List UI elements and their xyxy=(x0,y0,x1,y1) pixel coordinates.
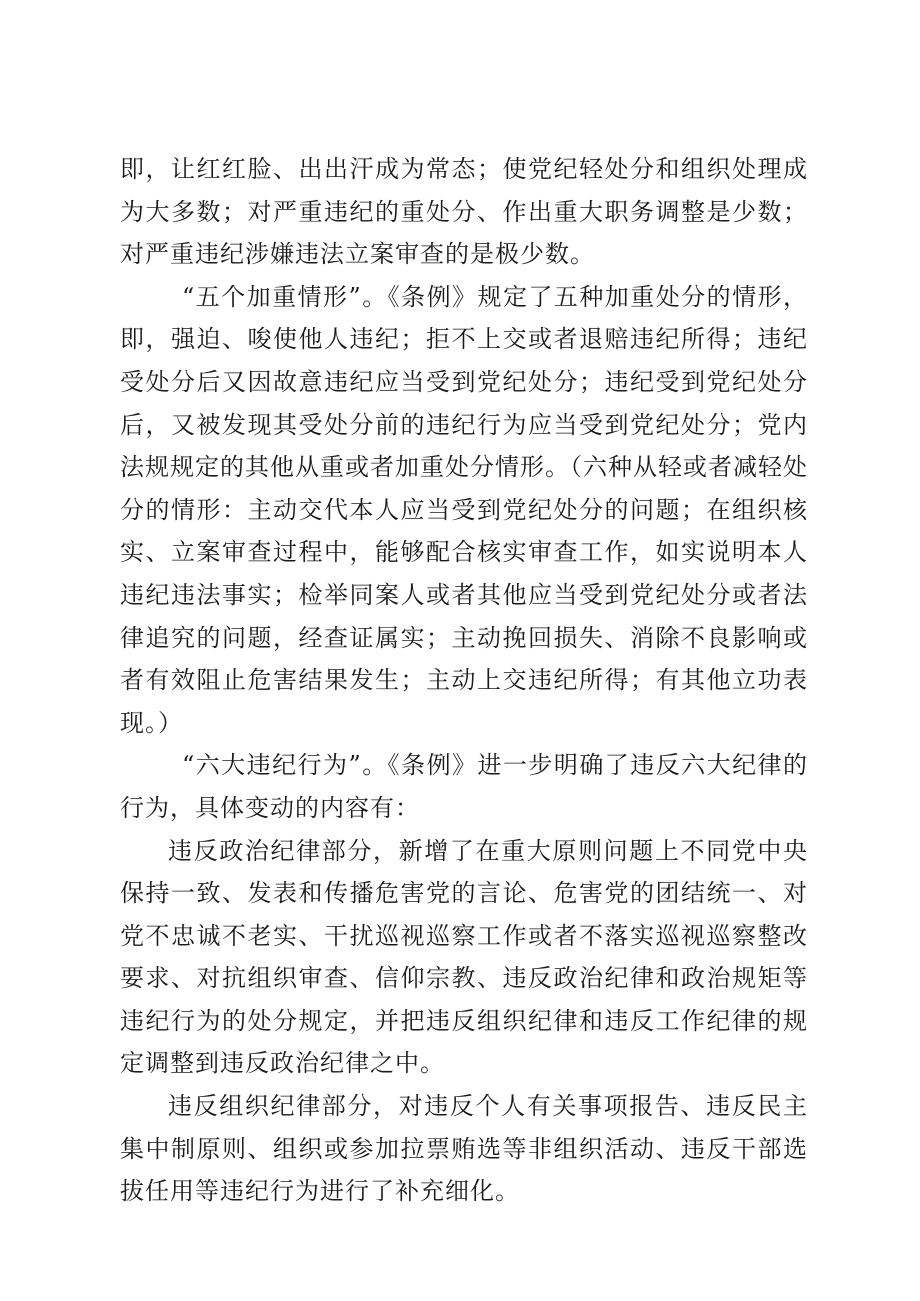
paragraph-organizational-discipline: 违反组织纪律部分，对违反个人有关事项报告、违反民主集中制原则、组织或参加拉票贿选等非组织活动、违反干部选拔任用等违纪行为进行了补充细化。 xyxy=(120,1092,808,1206)
paragraph-five-aggravating-circumstances: “五个加重情形”。《条例》规定了五种加重处分的情形，即，强迫、唆使他人违纪；拒不上交或者退赔违纪所得；违纪受处分后又因故意违纪应当受到党纪处分；违纪受到党纪处分后，又被发现其受处分前的违纪行为应当受到党纪处分；党内法规规定的其他从重或者加重处分情形。（六种从轻或者减轻处分的情形：主动交代本人应当受到党纪处分的问题；在组织核实、立案审查过程中，能够配合核实审查工作，如实说明本人违纪违法事实；检举同案人或者其他应当受到党纪处分或者法律追究的问题，经查证属实；主动挽回损失、消除不良影响或者有效阻止危害结果发生；主动上交违纪所得；有其他立功表现。） xyxy=(120,282,808,737)
document-body xyxy=(120,148,808,1213)
paragraph-continuation: 即，让红红脸、出出汗成为常态；使党纪轻处分和组织处理成为大多数；对严重违纪的重处分、作出重大职务调整是少数；对严重违纪涉嫌违法立案审查的是极少数。 xyxy=(120,155,808,269)
paragraph-political-discipline: 违反政治纪律部分，新增了在重大原则问题上不同党中央保持一致、发表和传播危害党的言论、危害党的团结统一、对党不忠诚不老实、干扰巡视巡察工作或者不落实巡视巡察整改要求、对抗组织审查、信仰宗教、违反政治纪律和政治规矩等违纪行为的处分规定，并把违反组织纪律和违反工作纪律的规定调整到违反政治纪律之中。 xyxy=(120,836,808,1078)
paragraph-six-violations: “六大违纪行为”。《条例》进一步明确了违反六大纪律的行为，具体变动的内容有： xyxy=(120,751,808,822)
